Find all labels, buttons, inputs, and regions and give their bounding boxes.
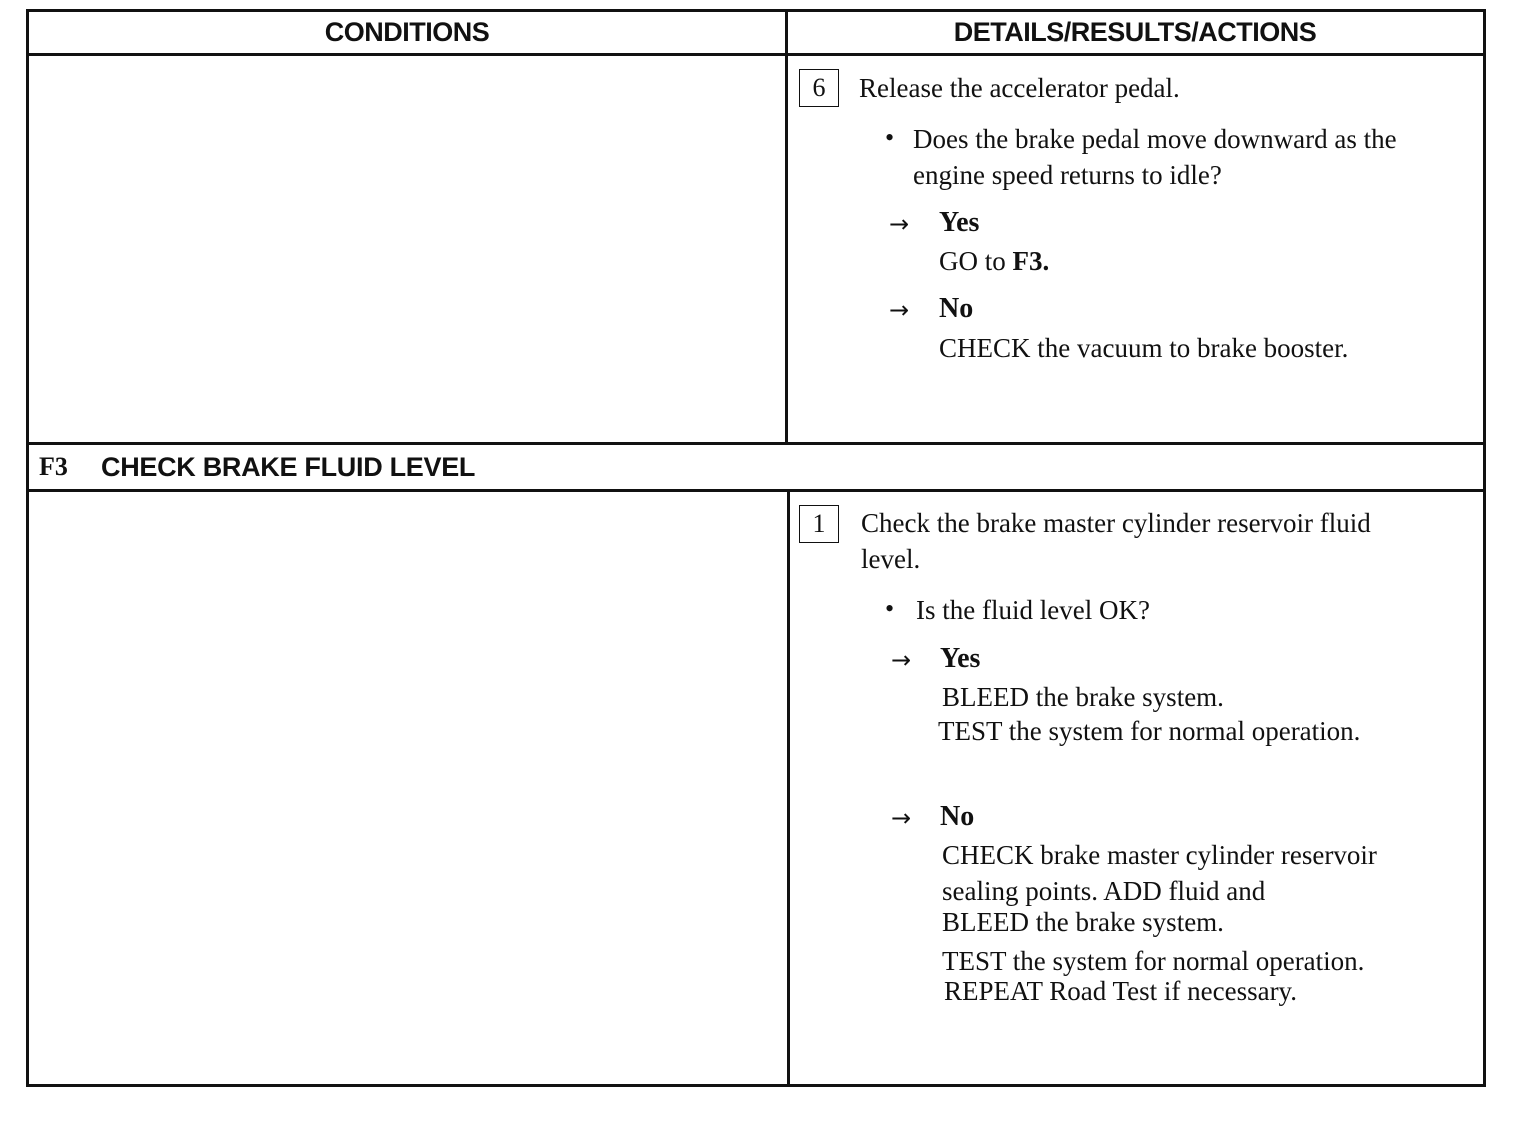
arrow-right-icon: →: [889, 296, 910, 324]
step-6-number-box: 6: [799, 69, 839, 107]
step-6-yes-action: [939, 244, 1049, 278]
step-1-no-action-line2: sealing points. ADD fluid and: [942, 876, 1266, 906]
step-6-no-action: CHECK the vacuum to brake booster.: [939, 333, 1349, 363]
section-f3-heading-row: [29, 442, 1483, 492]
diagnostic-table: [26, 9, 1486, 1087]
arrow-right-icon: →: [891, 804, 912, 832]
arrow-right-icon: →: [891, 646, 912, 674]
bullet-icon: •: [885, 123, 895, 152]
details-header: DETAILS/RESULTS/ACTIONS: [953, 17, 1317, 47]
step-6-instruction: Release the accelerator pedal.: [859, 73, 1180, 103]
step-6-question-line1: Does the brake pedal move downward as the: [913, 124, 1397, 154]
step-1-no-action-line5: REPEAT Road Test if necessary.: [944, 976, 1298, 1006]
step-1-yes-label: Yes: [940, 643, 981, 674]
step-1-question: Is the fluid level OK?: [916, 595, 1150, 625]
step-1-number-box: 1: [799, 505, 839, 543]
step-1-instruction-line1: Check the brake master cylinder reservoir fluid: [861, 508, 1371, 538]
step-6-yes-action-ref: F3.: [1012, 246, 1050, 276]
step-1-yes-action-line2: TEST the system for normal operation.: [938, 716, 1361, 746]
column-divider-bottom: [787, 489, 790, 1084]
step-1-yes-action-line1: BLEED the brake system.: [942, 682, 1224, 712]
section-f3-id: F3: [39, 452, 68, 481]
step-1-no-action-line1: CHECK brake master cylinder reservoir: [942, 840, 1377, 870]
step-1-no-label: No: [940, 801, 975, 832]
step-1-no-action-line4: TEST the system for normal operation.: [942, 946, 1365, 976]
arrow-right-icon: →: [889, 210, 910, 238]
conditions-header: CONDITIONS: [324, 17, 490, 47]
step-1-no-action-line3: BLEED the brake system.: [942, 907, 1224, 937]
step-6-yes-label: Yes: [939, 207, 980, 238]
table-header-row: [29, 12, 1483, 56]
section-f3-title: CHECK BRAKE FLUID LEVEL: [101, 451, 476, 482]
step-6-yes-action-prefix: GO to: [939, 246, 1013, 276]
step-6-no-label: No: [939, 293, 974, 324]
step-1-instruction-line2: level.: [861, 544, 921, 574]
bullet-icon: •: [885, 594, 895, 623]
column-divider-top: [785, 12, 788, 445]
step-6-question-line2: engine speed returns to idle?: [913, 160, 1222, 190]
